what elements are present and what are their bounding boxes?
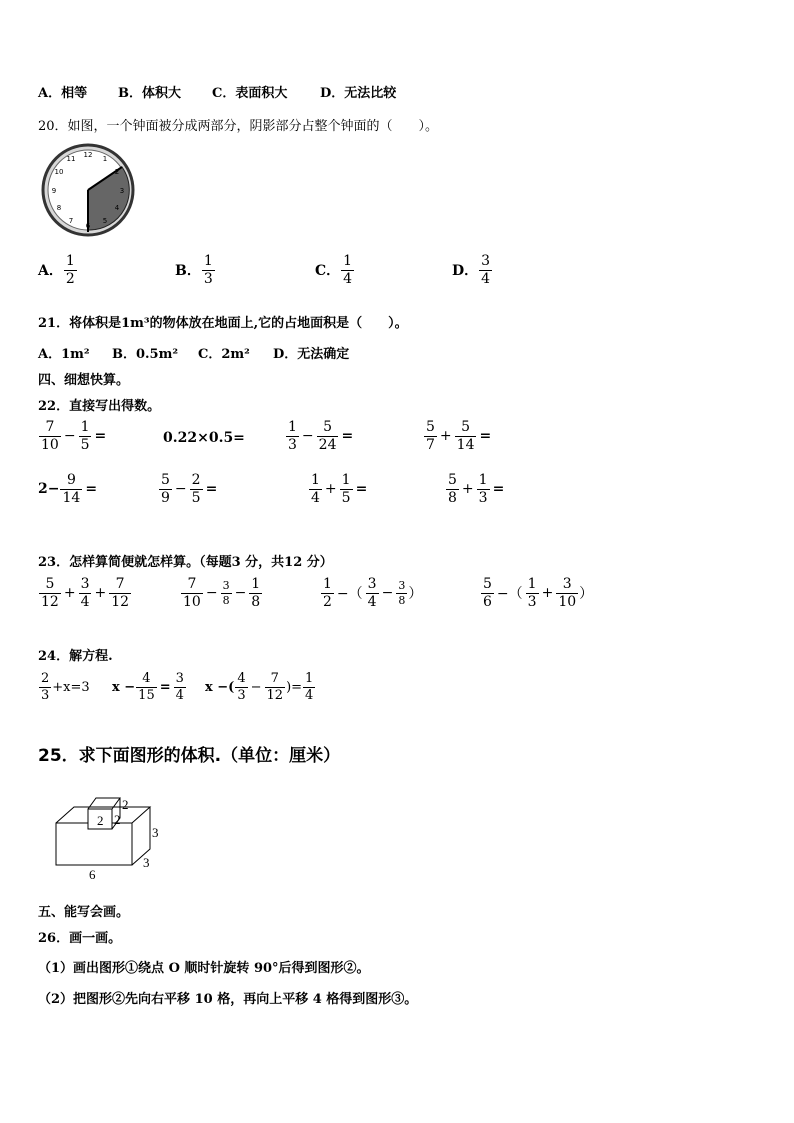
- clock-number: 1: [102, 155, 108, 163]
- clock-number: 2: [114, 168, 120, 176]
- clock-number: 10: [54, 168, 64, 176]
- q22-stem: 22．直接写出得数。: [38, 399, 161, 414]
- dim-label: 6: [89, 867, 96, 882]
- q22-r2-b: $\frac{5}{9}$ − $\frac{2}{5}$ =: [161, 472, 218, 506]
- option-label: C．: [315, 263, 341, 280]
- q20-option-d: [452, 254, 493, 286]
- q19-option-d: D．无法比较: [320, 86, 397, 101]
- clock-number: 12: [83, 151, 93, 159]
- fraction: $\frac{1}{3}$: [203, 253, 213, 287]
- q21-option-c: C．2m²: [198, 347, 250, 362]
- clock-number: 3: [119, 187, 125, 195]
- option-label: A．: [38, 263, 63, 280]
- q21-option-b: B．0.5m²: [112, 347, 179, 362]
- q19-option-c: C．表面积大: [212, 86, 288, 101]
- q22-r1-b: 0.22×0.5=: [163, 430, 245, 446]
- q23-expr-1: $\frac{5}{12}$ + $\frac{3}{4}$ + $\frac{7}{12}$: [41, 576, 130, 610]
- section-5-heading: 五、能写会画。: [38, 905, 130, 920]
- dim-label: 2: [122, 797, 129, 812]
- clock-number: 9: [51, 187, 57, 195]
- dim-label: 2: [114, 812, 121, 827]
- q22-r1-a: $\frac{7}{10}$ − $\frac{1}{5}$ =: [41, 419, 107, 453]
- q22-r1-d: $\frac{5}{7}$ + $\frac{5}{14}$ =: [426, 419, 492, 453]
- fraction: $\frac{1}{2}$: [65, 253, 75, 287]
- q20-option-a: [38, 254, 78, 286]
- q20-option-c: [315, 254, 355, 286]
- dim-label: 2: [97, 813, 104, 828]
- dim-label: 3: [143, 855, 150, 870]
- q23-expr-2: $\frac{7}{10}$ − $\frac{3}{8}$ − $\frac{1}{8}$: [183, 576, 261, 610]
- q24-eq-2: x − $\frac{4}{15}$ = $\frac{3}{4}$: [112, 671, 184, 703]
- clock-number: 8: [56, 204, 62, 212]
- clock-number: 6: [85, 222, 91, 230]
- q22-r2-c: $\frac{1}{4}$ + $\frac{1}{5}$ =: [311, 472, 368, 506]
- q24-eq-1: $\frac{2}{3}$ +x=3: [41, 671, 90, 703]
- q19-option-a: A．相等: [38, 86, 88, 101]
- q22-r1-c: $\frac{1}{3}$ − $\frac{5}{24}$ =: [288, 419, 354, 453]
- q23-stem: 23．怎样算简便就怎样算。（每题3 分，共12 分）: [38, 555, 333, 570]
- q22-r2-d: $\frac{5}{8}$ + $\frac{1}{3}$ =: [448, 472, 505, 506]
- q21-stem: 21．将体积是1m³的物体放在地面上,它的占地面积是（ ）。: [38, 316, 408, 331]
- q26-part-1: （1）画出图形①绕点 O 顺时针旋转 90°后得到图形②。: [38, 961, 370, 976]
- q24-stem: 24．解方程.: [38, 649, 113, 664]
- clock-number: 11: [66, 155, 76, 163]
- q25-stem: 25．求下面图形的体积.（单位：厘米）: [38, 746, 341, 766]
- q26-part-2: （2）把图形②先向右平移 10 格，再向上平移 4 格得到图形③。: [38, 992, 418, 1007]
- q19-option-b: B．体积大: [118, 86, 181, 101]
- q24-eq-3: x −( $\frac{4}{3}$ − $\frac{7}{12}$ )= $\frac{1}{4}$: [205, 671, 314, 703]
- q23-expr-4: $\frac{5}{6}$ −（ $\frac{1}{3}$ + $\frac{3}{10}$ ）: [483, 576, 594, 610]
- q20-option-b: [175, 254, 216, 286]
- dim-label: 3: [152, 825, 159, 840]
- clock-number: 7: [68, 217, 74, 225]
- option-label: B．: [175, 263, 201, 280]
- section-4-heading: 四、细想快算。: [38, 373, 130, 388]
- q21-option-d: D．无法确定: [273, 347, 350, 362]
- clock-number: 4: [114, 204, 120, 212]
- q21-option-a: A．1m²: [38, 347, 90, 362]
- q22-r2-a: 2− $\frac{9}{14}$ =: [38, 472, 98, 506]
- fraction: $\frac{3}{4}$: [481, 253, 491, 287]
- q20-stem: 20．如图，一个钟面被分成两部分，阴影部分占整个钟面的（ ）。: [38, 119, 439, 134]
- clock-figure: [40, 142, 140, 238]
- q26-stem: 26．画一画。: [38, 931, 122, 946]
- option-label: D．: [452, 263, 479, 280]
- clock-number: 5: [102, 217, 108, 225]
- fraction: $\frac{1}{4}$: [343, 253, 353, 287]
- q23-expr-3: $\frac{1}{2}$ −（ $\frac{3}{4}$ − $\frac{3}{8}$ ）: [323, 576, 423, 610]
- cuboid-figure: [52, 794, 172, 884]
